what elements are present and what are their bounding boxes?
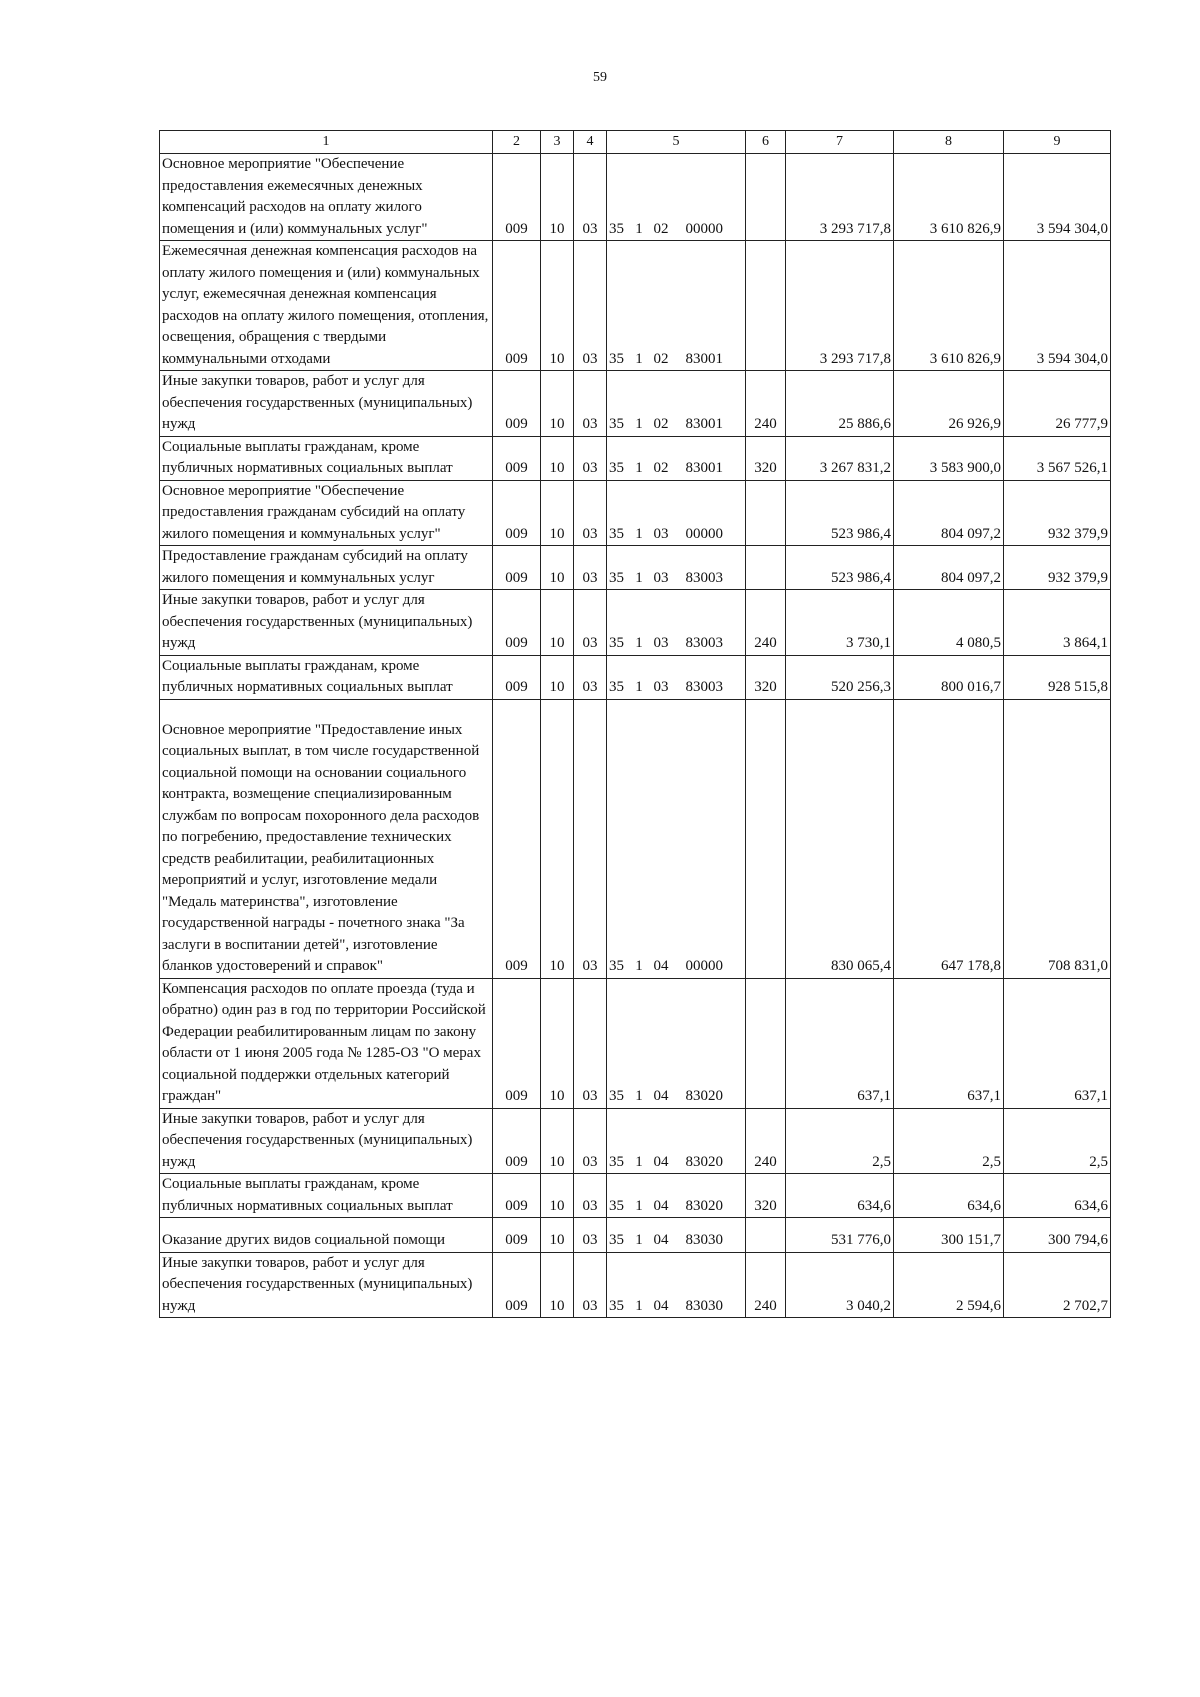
amount-year-1: 531 776,0 <box>786 1218 894 1253</box>
amount-year-2: 300 151,7 <box>894 1218 1004 1253</box>
table-row <box>160 978 1111 1108</box>
ministry-code: 009 <box>493 1252 541 1318</box>
ministry-code: 009 <box>493 371 541 437</box>
amount-year-3: 3 567 526,1 <box>1004 436 1111 480</box>
table-row <box>160 1174 1111 1218</box>
target-article-code <box>607 1218 746 1253</box>
subprogram-code: 1 <box>635 460 643 476</box>
target-article-code <box>607 655 746 699</box>
program-code: 35 <box>609 958 624 974</box>
item-name: Основное мероприятие "Предоставление иных социальных выплат, в том числе государственной социальной помощи на основании социального контракта, возмещение специализированным службам по вопросам похоронного дела расходов по погребению, предоставление технических средств реабилитации, реабилитационных мероприятий и услуг, изготовление медали "Медаль материнства", изготовление государственной награды - почетного знака "За заслуги в воспитании детей", изготовление бланков удостоверений и справок" <box>160 699 493 978</box>
expense-type-code <box>746 699 786 978</box>
direction-code: 83030 <box>685 1232 723 1248</box>
direction-code: 83003 <box>685 635 723 651</box>
table-row <box>160 371 1111 437</box>
direction-code: 83020 <box>685 1197 723 1214</box>
section-code: 10 <box>541 154 574 241</box>
item-name: Предоставление гражданам субсидий на оплату жилого помещения и коммунальных услуг <box>160 546 493 590</box>
table-header <box>160 131 1111 154</box>
section-code: 10 <box>541 546 574 590</box>
direction-code: 00000 <box>685 220 723 237</box>
subsection-code: 03 <box>574 371 607 437</box>
table-row <box>160 154 1111 241</box>
amount-year-1: 520 256,3 <box>786 655 894 699</box>
amount-year-3: 708 831,0 <box>1004 699 1111 978</box>
section-code: 10 <box>541 978 574 1108</box>
section-code: 10 <box>541 1218 574 1253</box>
target-article-code <box>607 480 746 546</box>
page-number: 59 <box>593 70 607 85</box>
activity-code: 04 <box>653 958 669 974</box>
amount-year-3: 2 702,7 <box>1004 1252 1111 1318</box>
column-header: 6 <box>746 131 786 154</box>
direction-code: 83030 <box>685 1297 723 1314</box>
activity-code: 04 <box>653 1153 669 1170</box>
activity-code: 02 <box>653 220 669 237</box>
activity-code: 03 <box>653 525 669 542</box>
table-row <box>160 699 1111 978</box>
target-article-code <box>607 436 746 480</box>
item-name: Компенсация расходов по оплате проезда (туда и обратно) один раз в год по территории Российской Федерации реабилитированным лицам по закону области от 1 июня 2005 года № 1285-ОЗ "О мерах социальной поддержки отдельных категорий граждан" <box>160 978 493 1108</box>
subsection-code: 03 <box>574 1218 607 1253</box>
expense-type-code <box>746 154 786 241</box>
direction-code: 00000 <box>685 958 723 974</box>
program-code: 35 <box>609 635 624 651</box>
amount-year-3: 932 379,9 <box>1004 546 1111 590</box>
item-name: Иные закупки товаров, работ и услуг для обеспечения государственных (муниципальных) нужд <box>160 1252 493 1318</box>
amount-year-1: 3 040,2 <box>786 1252 894 1318</box>
ministry-code: 009 <box>493 1108 541 1174</box>
direction-code: 83020 <box>685 1088 723 1104</box>
ministry-code: 009 <box>493 241 541 371</box>
subsection-code: 03 <box>574 480 607 546</box>
table-row <box>160 241 1111 371</box>
direction-code: 83001 <box>685 350 723 367</box>
section-code: 10 <box>541 436 574 480</box>
amount-year-2: 3 610 826,9 <box>894 241 1004 371</box>
target-article-code <box>607 154 746 241</box>
direction-code: 83003 <box>685 679 723 695</box>
subprogram-code: 1 <box>635 350 643 367</box>
column-header: 2 <box>493 131 541 154</box>
table-row <box>160 480 1111 546</box>
target-article-code <box>607 978 746 1108</box>
activity-code: 04 <box>653 1088 669 1104</box>
column-header: 3 <box>541 131 574 154</box>
ministry-code: 009 <box>493 480 541 546</box>
ministry-code: 009 <box>493 436 541 480</box>
section-code: 10 <box>541 590 574 656</box>
target-article-code <box>607 546 746 590</box>
item-name: Ежемесячная денежная компенсация расходов на оплату жилого помещения и (или) коммунальных услуг, ежемесячная денежная компенсация расходов на оплату жилого помещения, отопления, освещения, обращения с твердыми коммунальными отходами <box>160 241 493 371</box>
amount-year-3: 3 864,1 <box>1004 590 1111 656</box>
column-header: 5 <box>607 131 746 154</box>
subprogram-code: 1 <box>635 1197 643 1214</box>
program-code: 35 <box>609 1297 624 1314</box>
expense-type-code: 240 <box>746 1108 786 1174</box>
ministry-code: 009 <box>493 699 541 978</box>
budget-table <box>159 130 1111 1318</box>
item-name: Социальные выплаты гражданам, кроме публичных нормативных социальных выплат <box>160 436 493 480</box>
subsection-code: 03 <box>574 1252 607 1318</box>
amount-year-1: 634,6 <box>786 1174 894 1218</box>
program-code: 35 <box>609 460 624 476</box>
subsection-code: 03 <box>574 655 607 699</box>
ministry-code: 009 <box>493 1218 541 1253</box>
item-name: Иные закупки товаров, работ и услуг для обеспечения государственных (муниципальных) нужд <box>160 590 493 656</box>
section-code: 10 <box>541 241 574 371</box>
amount-year-2: 26 926,9 <box>894 371 1004 437</box>
section-code: 10 <box>541 655 574 699</box>
subprogram-code: 1 <box>635 220 643 237</box>
program-code: 35 <box>609 569 624 586</box>
subprogram-code: 1 <box>635 679 643 695</box>
ministry-code: 009 <box>493 590 541 656</box>
section-code: 10 <box>541 371 574 437</box>
amount-year-1: 2,5 <box>786 1108 894 1174</box>
amount-year-1: 3 730,1 <box>786 590 894 656</box>
amount-year-1: 3 267 831,2 <box>786 436 894 480</box>
amount-year-2: 3 610 826,9 <box>894 154 1004 241</box>
ministry-code: 009 <box>493 655 541 699</box>
ministry-code: 009 <box>493 546 541 590</box>
target-article-code <box>607 1108 746 1174</box>
amount-year-3: 3 594 304,0 <box>1004 154 1111 241</box>
expense-type-code <box>746 241 786 371</box>
table-row <box>160 546 1111 590</box>
amount-year-1: 637,1 <box>786 978 894 1108</box>
section-code: 10 <box>541 1174 574 1218</box>
column-header: 7 <box>786 131 894 154</box>
amount-year-3: 928 515,8 <box>1004 655 1111 699</box>
column-header: 1 <box>160 131 493 154</box>
amount-year-3: 2,5 <box>1004 1108 1111 1174</box>
amount-year-2: 2 594,6 <box>894 1252 1004 1318</box>
expense-type-code <box>746 978 786 1108</box>
ministry-code: 009 <box>493 154 541 241</box>
table-row <box>160 1252 1111 1318</box>
column-header: 4 <box>574 131 607 154</box>
amount-year-3: 300 794,6 <box>1004 1218 1111 1253</box>
item-name: Социальные выплаты гражданам, кроме публичных нормативных социальных выплат <box>160 1174 493 1218</box>
activity-code: 02 <box>653 416 669 432</box>
amount-year-2: 4 080,5 <box>894 590 1004 656</box>
subsection-code: 03 <box>574 590 607 656</box>
program-code: 35 <box>609 679 624 695</box>
subsection-code: 03 <box>574 978 607 1108</box>
item-name: Иные закупки товаров, работ и услуг для обеспечения государственных (муниципальных) нужд <box>160 371 493 437</box>
amount-year-2: 2,5 <box>894 1108 1004 1174</box>
program-code: 35 <box>609 1088 624 1104</box>
target-article-code <box>607 371 746 437</box>
expense-type-code <box>746 1218 786 1253</box>
item-name: Основное мероприятие "Обеспечение предоставления ежемесячных денежных компенсаций расходов на оплату жилого помещения и (или) коммунальных услуг" <box>160 154 493 241</box>
subprogram-code: 1 <box>635 958 643 974</box>
subsection-code: 03 <box>574 1174 607 1218</box>
section-code: 10 <box>541 1108 574 1174</box>
subprogram-code: 1 <box>635 1153 643 1170</box>
amount-year-1: 523 986,4 <box>786 546 894 590</box>
program-code: 35 <box>609 220 624 237</box>
item-name: Социальные выплаты гражданам, кроме публичных нормативных социальных выплат <box>160 655 493 699</box>
activity-code: 02 <box>653 350 669 367</box>
activity-code: 04 <box>653 1232 669 1248</box>
amount-year-2: 647 178,8 <box>894 699 1004 978</box>
direction-code: 00000 <box>685 525 723 542</box>
amount-year-2: 804 097,2 <box>894 546 1004 590</box>
table-row <box>160 1218 1111 1253</box>
expense-type-code: 320 <box>746 1174 786 1218</box>
activity-code: 03 <box>653 635 669 651</box>
target-article-code <box>607 1252 746 1318</box>
section-code: 10 <box>541 699 574 978</box>
activity-code: 04 <box>653 1197 669 1214</box>
ministry-code: 009 <box>493 1174 541 1218</box>
subsection-code: 03 <box>574 154 607 241</box>
subprogram-code: 1 <box>635 1297 643 1314</box>
target-article-code <box>607 241 746 371</box>
program-code: 35 <box>609 1153 624 1170</box>
item-name: Иные закупки товаров, работ и услуг для обеспечения государственных (муниципальных) нужд <box>160 1108 493 1174</box>
amount-year-1: 3 293 717,8 <box>786 241 894 371</box>
program-code: 35 <box>609 416 624 432</box>
expense-type-code: 240 <box>746 1252 786 1318</box>
table-row <box>160 655 1111 699</box>
subprogram-code: 1 <box>635 1232 643 1248</box>
target-article-code <box>607 590 746 656</box>
expense-type-code: 320 <box>746 436 786 480</box>
program-code: 35 <box>609 1232 624 1248</box>
subsection-code: 03 <box>574 436 607 480</box>
subsection-code: 03 <box>574 241 607 371</box>
subsection-code: 03 <box>574 1108 607 1174</box>
header-row <box>160 131 1111 154</box>
activity-code: 03 <box>653 569 669 586</box>
amount-year-2: 637,1 <box>894 978 1004 1108</box>
activity-code: 04 <box>653 1297 669 1314</box>
direction-code: 83001 <box>685 460 723 476</box>
direction-code: 83001 <box>685 416 723 432</box>
amount-year-2: 3 583 900,0 <box>894 436 1004 480</box>
expense-type-code: 320 <box>746 655 786 699</box>
table-row <box>160 1108 1111 1174</box>
item-name: Основное мероприятие "Обеспечение предоставления гражданам субсидий на оплату жилого помещения и коммунальных услуг" <box>160 480 493 546</box>
amount-year-1: 25 886,6 <box>786 371 894 437</box>
target-article-code <box>607 1174 746 1218</box>
amount-year-3: 634,6 <box>1004 1174 1111 1218</box>
direction-code: 83020 <box>685 1153 723 1170</box>
expense-type-code: 240 <box>746 590 786 656</box>
amount-year-3: 932 379,9 <box>1004 480 1111 546</box>
table-row <box>160 436 1111 480</box>
amount-year-2: 800 016,7 <box>894 655 1004 699</box>
target-article-code <box>607 699 746 978</box>
amount-year-2: 634,6 <box>894 1174 1004 1218</box>
table-body <box>160 154 1111 1318</box>
amount-year-3: 3 594 304,0 <box>1004 241 1111 371</box>
subprogram-code: 1 <box>635 569 643 586</box>
subprogram-code: 1 <box>635 525 643 542</box>
amount-year-1: 3 293 717,8 <box>786 154 894 241</box>
subsection-code: 03 <box>574 546 607 590</box>
activity-code: 02 <box>653 460 669 476</box>
column-header: 8 <box>894 131 1004 154</box>
program-code: 35 <box>609 525 624 542</box>
subsection-code: 03 <box>574 699 607 978</box>
program-code: 35 <box>609 1197 624 1214</box>
direction-code: 83003 <box>685 569 723 586</box>
column-header: 9 <box>1004 131 1111 154</box>
expense-type-code <box>746 480 786 546</box>
program-code: 35 <box>609 350 624 367</box>
section-code: 10 <box>541 1252 574 1318</box>
amount-year-3: 26 777,9 <box>1004 371 1111 437</box>
activity-code: 03 <box>653 679 669 695</box>
ministry-code: 009 <box>493 978 541 1108</box>
amount-year-2: 804 097,2 <box>894 480 1004 546</box>
amount-year-1: 830 065,4 <box>786 699 894 978</box>
subprogram-code: 1 <box>635 416 643 432</box>
expense-type-code: 240 <box>746 371 786 437</box>
amount-year-3: 637,1 <box>1004 978 1111 1108</box>
section-code: 10 <box>541 480 574 546</box>
amount-year-1: 523 986,4 <box>786 480 894 546</box>
subprogram-code: 1 <box>635 635 643 651</box>
item-name: Оказание других видов социальной помощи <box>160 1218 493 1253</box>
expense-type-code <box>746 546 786 590</box>
subprogram-code: 1 <box>635 1088 643 1104</box>
table-row <box>160 590 1111 656</box>
